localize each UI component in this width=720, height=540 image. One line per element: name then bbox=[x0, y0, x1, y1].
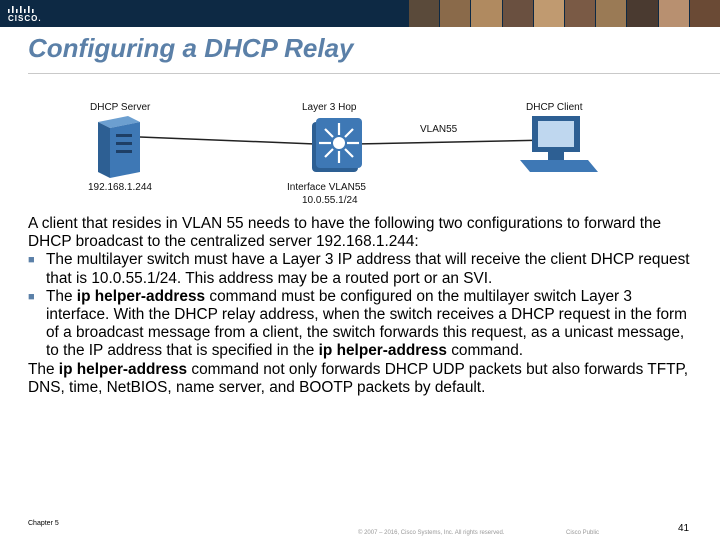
dhcp-server-ip: 192.168.1.244 bbox=[88, 182, 152, 193]
client-link-line bbox=[355, 140, 550, 144]
chapter-label: Chapter 5 bbox=[28, 520, 59, 527]
dhcp-server-icon bbox=[98, 116, 140, 178]
header-photo bbox=[658, 0, 689, 27]
bullet-text: The multilayer switch must have a Layer 3 IP address that will receive the client DHCP request that is 10.0.55.1/24. This address may be a routed port or an SVI. bbox=[46, 251, 690, 287]
dhcp-server-label: DHCP Server bbox=[90, 102, 151, 113]
header-photo-strip bbox=[408, 0, 720, 27]
server-link-line bbox=[140, 137, 315, 144]
slide-body bbox=[28, 215, 692, 397]
header-photo bbox=[470, 0, 501, 27]
intro-paragraph: A client that resides in VLAN 55 needs to have the following two configurations to forward the DHCP broadcast to the centralized server 192.168.1.244: bbox=[28, 215, 662, 251]
cisco-logo-text: CISCO. bbox=[8, 14, 42, 23]
slide-title: Configuring a DHCP Relay bbox=[28, 33, 354, 63]
layer3-switch-icon bbox=[312, 118, 362, 172]
dhcp-client-label: DHCP Client bbox=[526, 102, 583, 113]
copyright-text: © 2007 – 2016, Cisco Systems, Inc. All rights reserved. bbox=[358, 530, 505, 536]
command-text: ip helper-address bbox=[318, 342, 447, 360]
interface-vlan-ip: 10.0.55.1/24 bbox=[302, 195, 358, 206]
closing-paragraph: The ip helper-address command not only forwards DHCP UDP packets but also forwards TFTP, DNS, time, NetBIOS, name server, and BOOTP packets by default. bbox=[28, 360, 689, 396]
header-photo bbox=[564, 0, 595, 27]
header-photo bbox=[408, 0, 439, 27]
header-photo bbox=[502, 0, 533, 27]
page-number: 41 bbox=[678, 523, 690, 534]
vlan-label: VLAN55 bbox=[420, 124, 458, 135]
bullet-item bbox=[28, 251, 692, 287]
layer3-hop-label: Layer 3 Hop bbox=[302, 102, 357, 113]
interface-vlan-label: Interface VLAN55 bbox=[287, 182, 366, 193]
bullet-text: The ip helper-address command must be configured on the multilayer switch Layer 3 interface. With the DHCP relay address, when the switch receives a DHCP request in the form of a broadcast message from a client, the switch forwards this request, as a unicast message, to the IP address that is specified in the ip helper-address command. bbox=[46, 287, 687, 360]
dhcp-client-workstation-icon bbox=[520, 116, 598, 172]
header-photo bbox=[533, 0, 564, 27]
command-text: ip helper-address bbox=[58, 360, 188, 378]
square-bullet-icon: ■ bbox=[28, 290, 35, 303]
top-banner bbox=[0, 0, 720, 27]
header-photo bbox=[595, 0, 626, 27]
bullet-item bbox=[28, 288, 692, 361]
dhcp-relay-diagram bbox=[80, 92, 620, 214]
square-bullet-icon: ■ bbox=[28, 254, 35, 267]
header-photo bbox=[689, 0, 720, 27]
title-divider bbox=[28, 73, 720, 74]
classification-label: Cisco Public bbox=[566, 530, 600, 536]
command-text: ip helper-address bbox=[76, 287, 206, 305]
header-photo bbox=[626, 0, 657, 27]
header-photo bbox=[439, 0, 470, 27]
